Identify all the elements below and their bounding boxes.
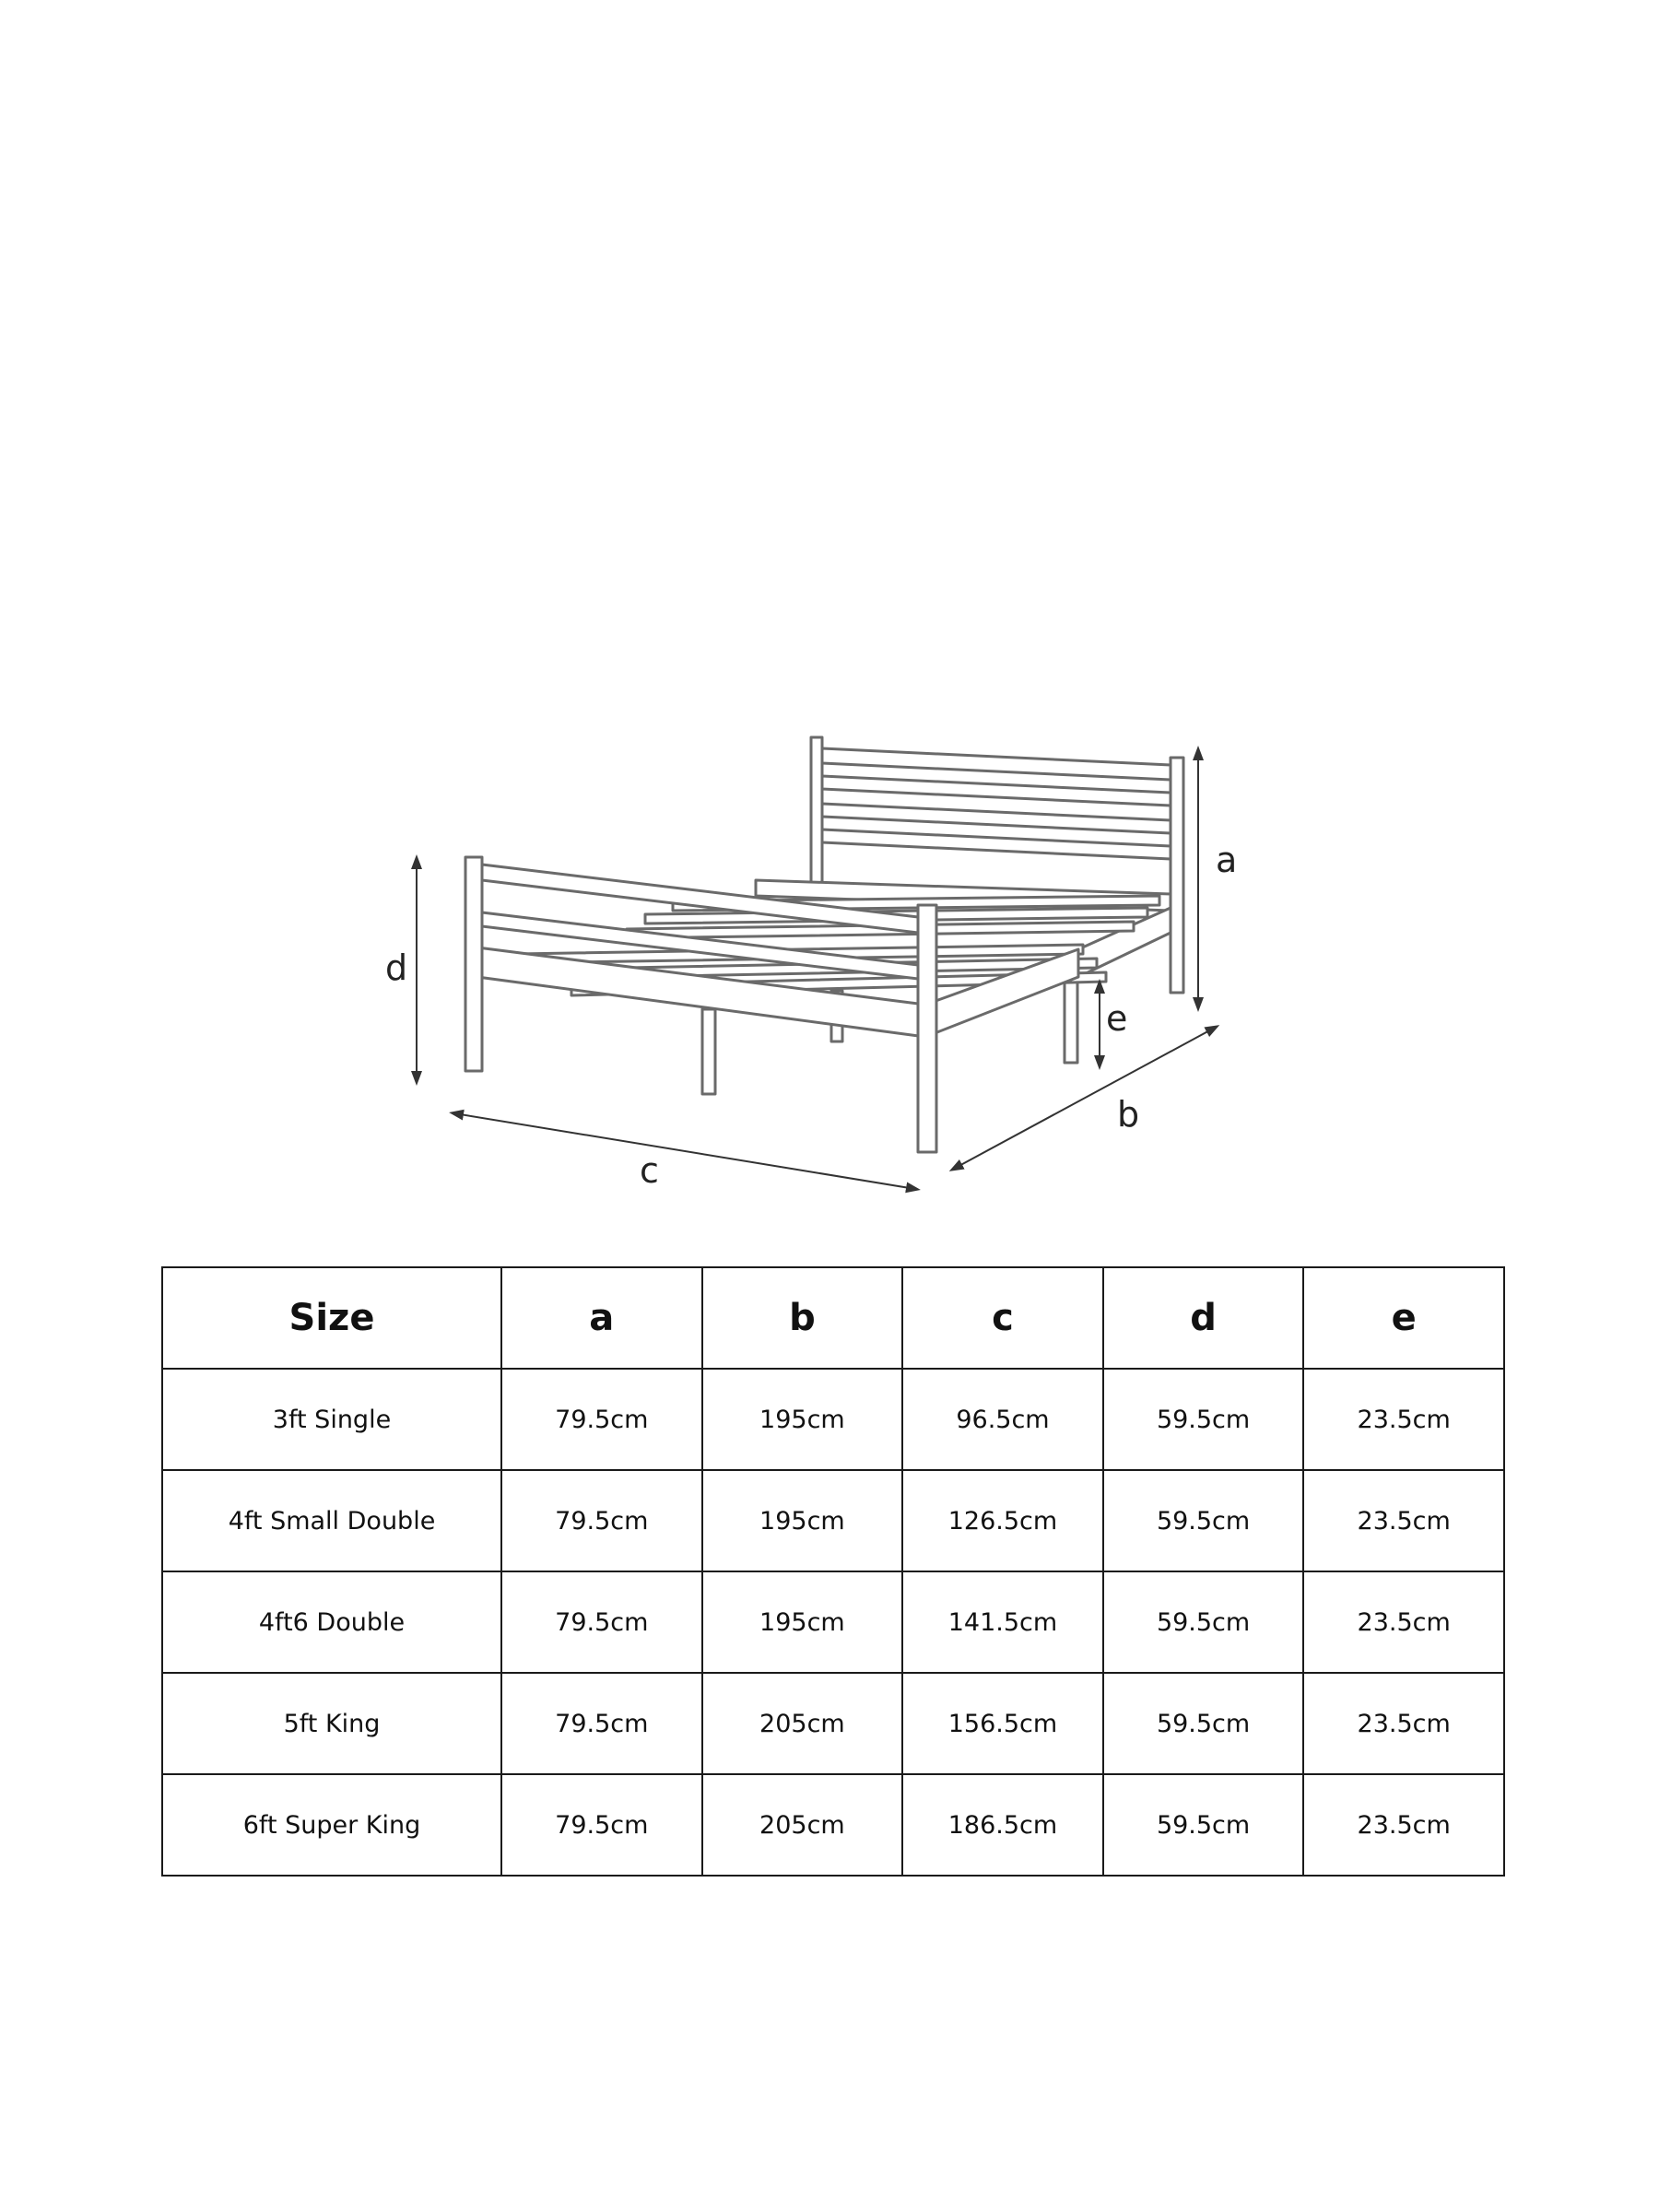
cell-a: 79.5cm: [501, 1470, 702, 1571]
header-c: c: [902, 1267, 1103, 1369]
table-row: [162, 1571, 1504, 1673]
cell-d: 59.5cm: [1103, 1673, 1304, 1774]
cell-b: 195cm: [702, 1470, 903, 1571]
header-a: a: [501, 1267, 702, 1369]
header-b: b: [702, 1267, 903, 1369]
table-row: [162, 1470, 1504, 1571]
cell-e: 23.5cm: [1303, 1470, 1504, 1571]
table-row: [162, 1774, 1504, 1876]
dim-label-a: a: [1216, 840, 1238, 880]
cell-size: 6ft Super King: [162, 1774, 501, 1876]
cell-size: 4ft6 Double: [162, 1571, 501, 1673]
cell-c: 186.5cm: [902, 1774, 1103, 1876]
dim-label-d: d: [385, 947, 408, 988]
dim-label-e: e: [1106, 998, 1128, 1039]
dim-line-c: [454, 1113, 915, 1189]
bed-frame-drawing: [465, 737, 1183, 1152]
cell-b: 205cm: [702, 1774, 903, 1876]
cell-c: 126.5cm: [902, 1470, 1103, 1571]
cell-a: 79.5cm: [501, 1369, 702, 1470]
header-e: e: [1303, 1267, 1504, 1369]
dim-line-b: [954, 1028, 1215, 1169]
cell-d: 59.5cm: [1103, 1369, 1304, 1470]
size-dimension-table: [161, 1266, 1505, 1877]
cell-size: 5ft King: [162, 1673, 501, 1774]
cell-a: 79.5cm: [501, 1774, 702, 1876]
table-row: [162, 1673, 1504, 1774]
cell-b: 195cm: [702, 1571, 903, 1673]
cell-size: 4ft Small Double: [162, 1470, 501, 1571]
cell-e: 23.5cm: [1303, 1673, 1504, 1774]
cell-e: 23.5cm: [1303, 1571, 1504, 1673]
dim-label-c: c: [640, 1150, 659, 1191]
cell-e: 23.5cm: [1303, 1369, 1504, 1470]
dim-label-b: b: [1117, 1094, 1140, 1135]
cell-b: 205cm: [702, 1673, 903, 1774]
cell-d: 59.5cm: [1103, 1774, 1304, 1876]
cell-a: 79.5cm: [501, 1571, 702, 1673]
header-size: Size: [162, 1267, 501, 1369]
table-header-row: [162, 1267, 1504, 1369]
cell-size: 3ft Single: [162, 1369, 501, 1470]
cell-d: 59.5cm: [1103, 1571, 1304, 1673]
cell-b: 195cm: [702, 1369, 903, 1470]
cell-c: 156.5cm: [902, 1673, 1103, 1774]
table-row: [162, 1369, 1504, 1470]
cell-c: 141.5cm: [902, 1571, 1103, 1673]
cell-a: 79.5cm: [501, 1673, 702, 1774]
cell-e: 23.5cm: [1303, 1774, 1504, 1876]
cell-d: 59.5cm: [1103, 1470, 1304, 1571]
cell-c: 96.5cm: [902, 1369, 1103, 1470]
header-d: d: [1103, 1267, 1304, 1369]
